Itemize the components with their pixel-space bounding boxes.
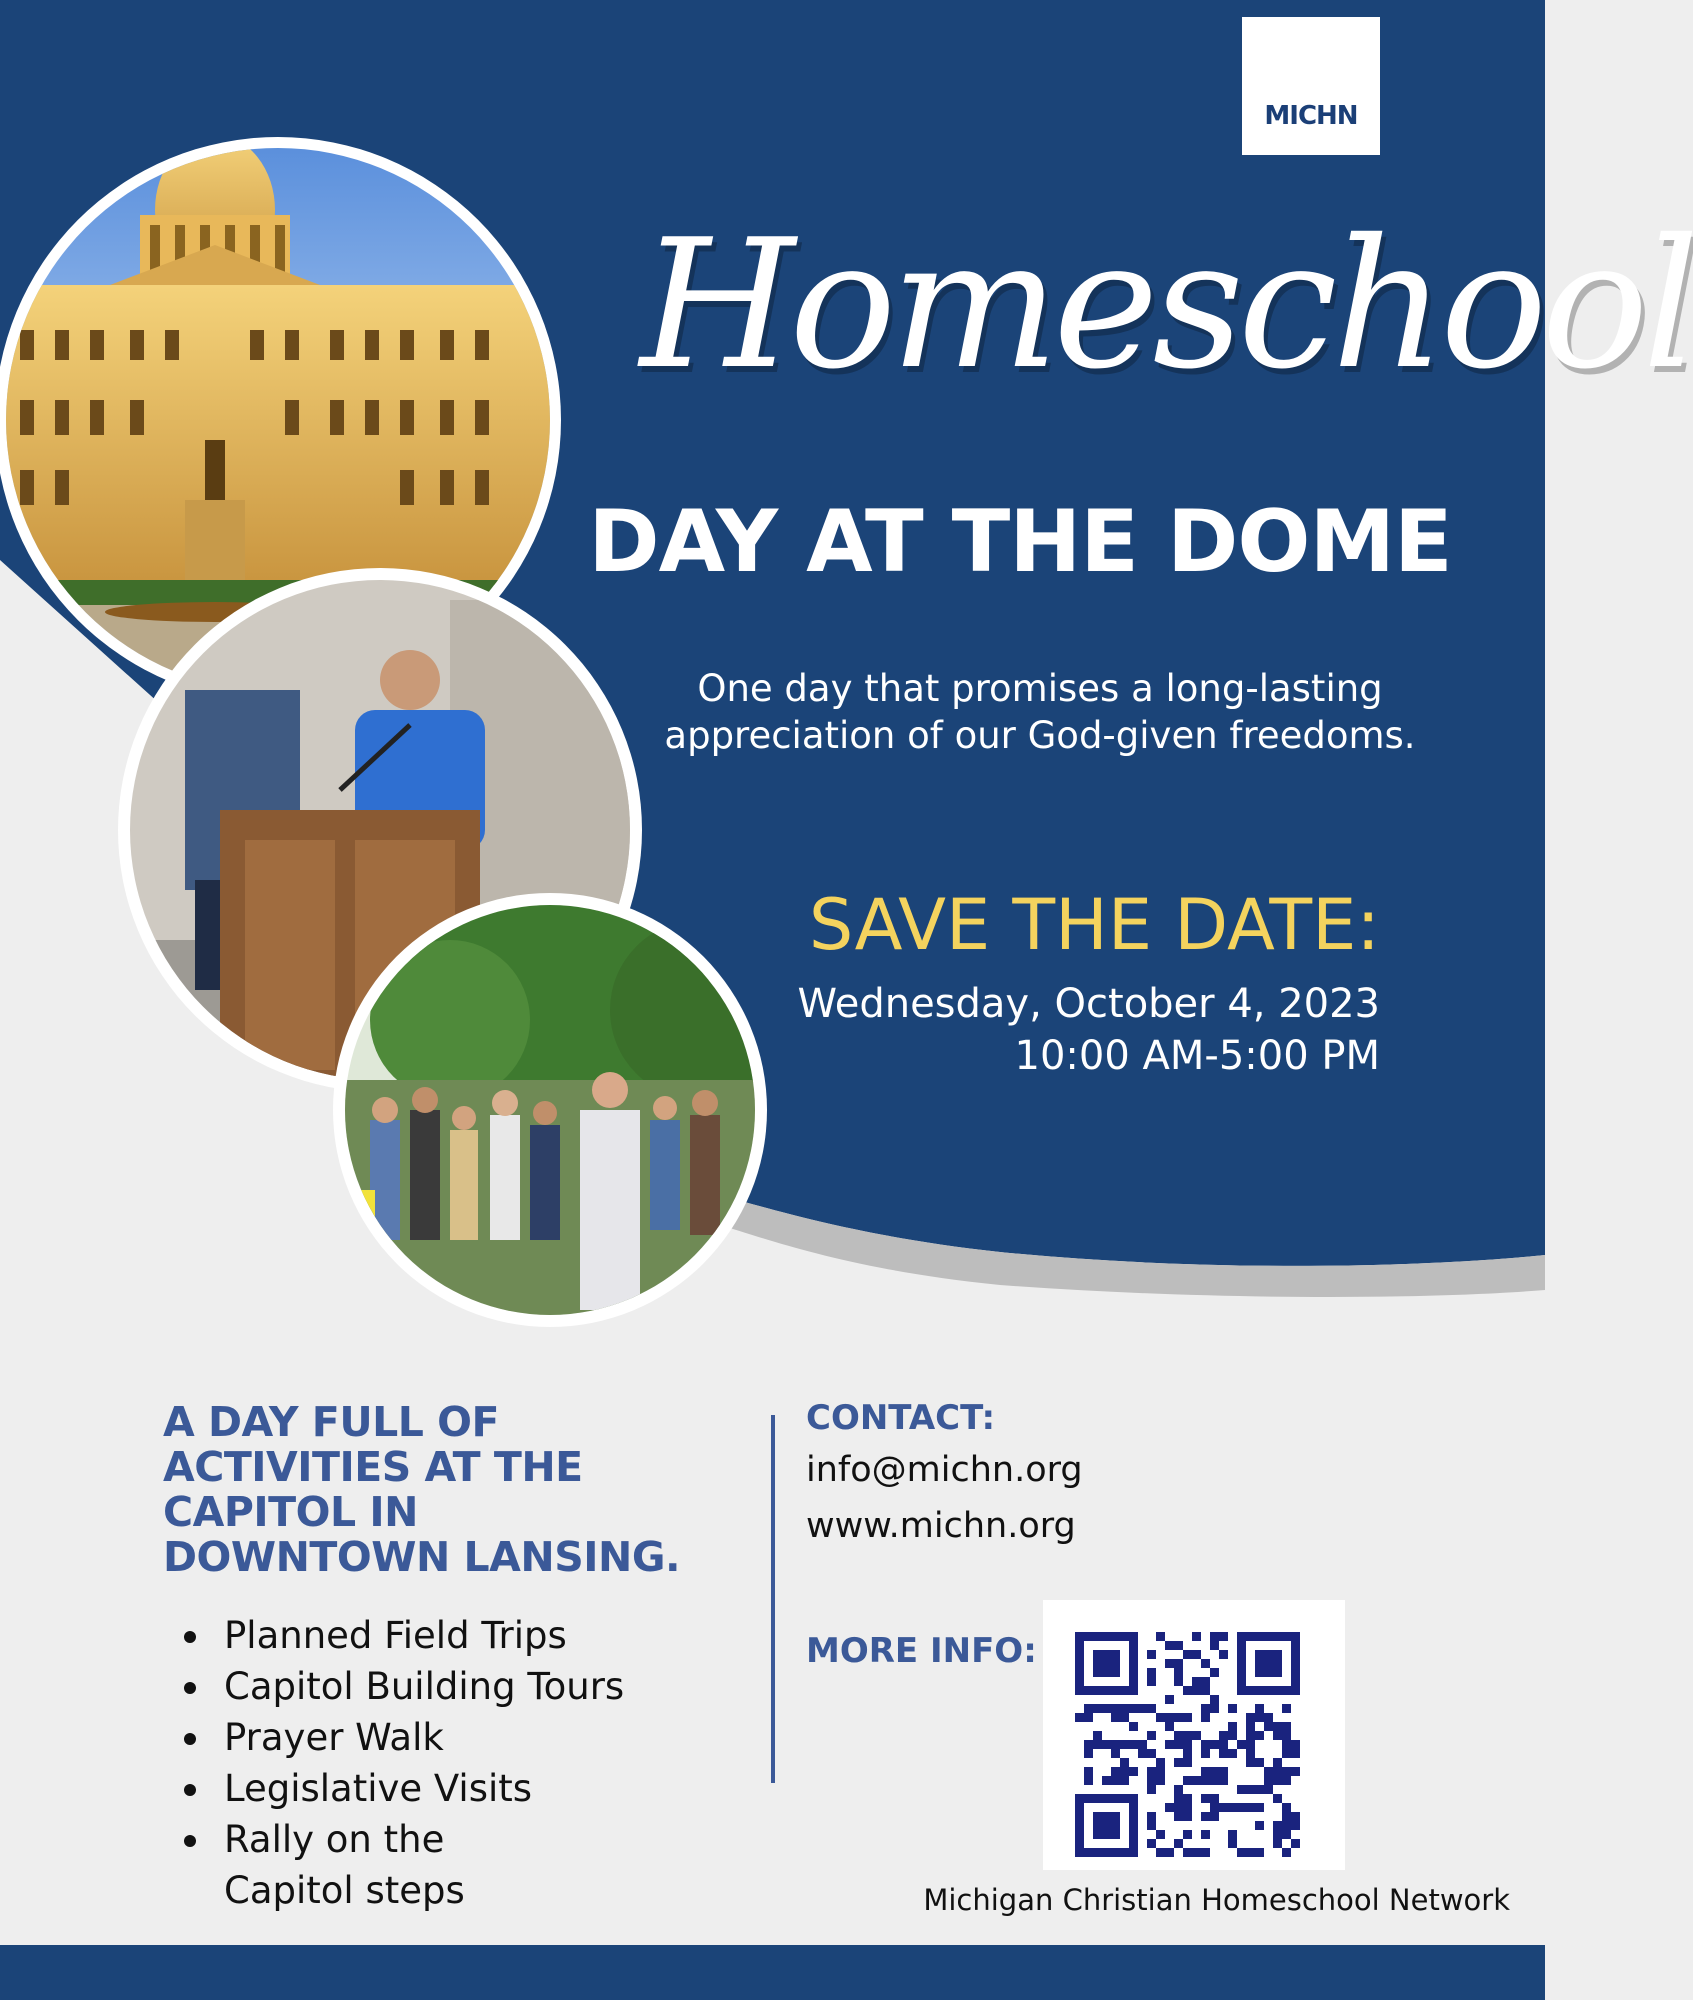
activities-heading-line: CAPITOL IN xyxy=(163,1488,418,1536)
page-title: DAY AT THE DOME xyxy=(588,492,1452,592)
list-item: Legislative Visits xyxy=(180,1763,700,1814)
qr-code-graphic xyxy=(1043,1600,1345,1870)
contact-heading: CONTACT: xyxy=(806,1398,996,1438)
michn-logo xyxy=(1242,17,1380,155)
event-datetime xyxy=(640,978,1380,1082)
more-info-heading: MORE INFO: xyxy=(806,1631,1037,1671)
list-item: Planned Field Trips xyxy=(180,1610,700,1661)
vertical-divider xyxy=(771,1415,775,1783)
save-the-date-label: SAVE THE DATE: xyxy=(808,884,1380,966)
footer-bar xyxy=(0,1945,1545,2000)
script-title: Homeschool xyxy=(640,201,1693,408)
list-item: Capitol Building Tours xyxy=(180,1661,700,1712)
activities-heading-line: ACTIVITIES AT THE xyxy=(163,1443,583,1491)
activities-heading-line: DOWNTOWN LANSING. xyxy=(163,1533,681,1581)
list-item: Rally on the Capitol steps xyxy=(180,1814,584,1916)
activities-list xyxy=(180,1610,700,1916)
tagline-line-2: appreciation of our God-given freedoms. xyxy=(664,714,1416,757)
logo-text: MICHN xyxy=(1264,101,1358,131)
activities-heading xyxy=(163,1400,763,1580)
activities-heading-line: A DAY FULL OF xyxy=(163,1398,499,1446)
contact-email-link[interactable]: info@michn.org xyxy=(806,1450,1083,1490)
event-date: Wednesday, October 4, 2023 xyxy=(797,981,1380,1027)
event-time: 10:00 AM-5:00 PM xyxy=(1014,1033,1380,1079)
organization-name: Michigan Christian Homeschool Network xyxy=(923,1883,1510,1917)
list-item: Prayer Walk xyxy=(180,1712,700,1763)
contact-website-link[interactable]: www.michn.org xyxy=(806,1506,1076,1546)
tagline-line-1: One day that promises a long-lasting xyxy=(697,667,1383,710)
qr-code-icon[interactable] xyxy=(1043,1600,1345,1870)
tagline xyxy=(600,665,1480,759)
